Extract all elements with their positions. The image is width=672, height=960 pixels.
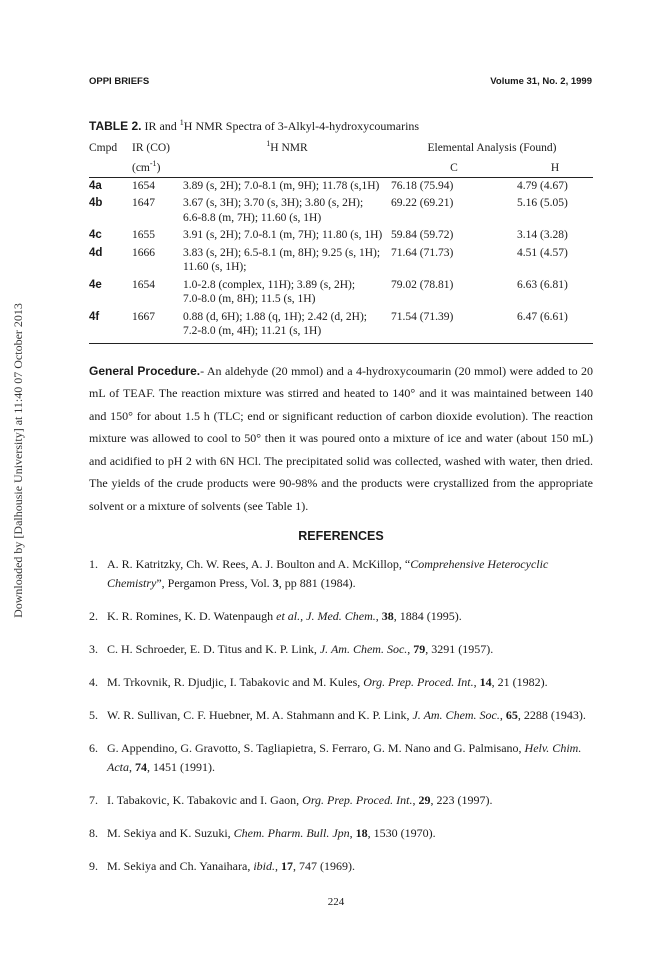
ref-journal: Org. Prep. Proced. Int. <box>363 675 474 690</box>
nmr-line: 6.6-8.8 (m, 7H); 11.60 (s, 1H) <box>183 211 322 224</box>
reference-number: 8. <box>89 826 98 841</box>
reference-item <box>89 791 593 810</box>
nmr-label: H NMR <box>270 141 308 154</box>
page-content <box>89 118 593 890</box>
nmr-sup: 1 <box>266 139 271 148</box>
ref-journal: Comprehensive Heterocyclic Chemistry <box>107 557 549 591</box>
header-volume: Volume 31, No. 2, 1999 <box>490 76 592 87</box>
table-header-row-1 <box>89 136 593 156</box>
reference-number: 6. <box>89 741 98 756</box>
cell-ir: 1667 <box>132 307 183 344</box>
ref-journal: J. Am. Chem. Soc. <box>412 708 500 723</box>
ref-volume: 38 <box>381 609 394 624</box>
col-header-ir-unit <box>132 156 183 177</box>
table-row <box>89 225 593 243</box>
ref-pages: , 1530 (1970). <box>367 826 436 841</box>
cell-nmr <box>183 307 391 344</box>
table-row <box>89 243 593 275</box>
reference-item <box>89 824 593 843</box>
header-spacer <box>89 156 132 177</box>
col-header-elemental: Elemental Analysis (Found) <box>427 141 557 154</box>
table-row <box>89 177 593 193</box>
table-row <box>89 275 593 307</box>
ref-authors: K. R. Romines, K. D. Watenpaugh <box>107 609 277 624</box>
ref-volume: 29 <box>418 793 431 808</box>
cell-h: 3.14 (3.28) <box>517 229 568 242</box>
cell-nmr <box>183 275 391 307</box>
ref-volume: 14 <box>479 675 492 690</box>
ref-authors: M. Sekiya and K. Suzuki, <box>107 826 234 841</box>
cell-ir: 1655 <box>132 229 155 242</box>
reference-item <box>89 607 593 626</box>
watermark-text: Downloaded by [Dalhousie University] at 11:40 07 October 2013 <box>10 302 25 618</box>
ref-pages: , 747 (1969). <box>293 859 355 874</box>
col-header-h: H <box>517 156 593 177</box>
cell-ir: 1654 <box>132 179 155 192</box>
cell-nmr <box>183 243 391 275</box>
ref-authors: M. Trkovnik, R. Djudjic, I. Tabakovic and M. Kules, <box>107 675 364 690</box>
header-spacer <box>183 156 391 177</box>
ref-pages: , 1884 (1995). <box>393 609 462 624</box>
nmr-line: 1.0-2.8 (complex, 11H); 3.89 (s, 2H); <box>183 278 356 291</box>
reference-item <box>89 555 593 593</box>
cell-c: 79.02 (78.81) <box>391 278 454 291</box>
ref-volume: 74 <box>135 760 147 775</box>
cell-cmpd: 4a <box>89 179 102 192</box>
reference-number: 2. <box>89 609 98 624</box>
reference-item <box>89 706 593 725</box>
reference-number: 7. <box>89 793 98 808</box>
ref-mid: , <box>499 708 506 723</box>
ref-mid: , <box>407 642 414 657</box>
references-heading: REFERENCES <box>298 529 384 544</box>
cell-c: 69.22 (69.21) <box>391 197 454 210</box>
cell-h: 5.16 (5.05) <box>517 197 568 210</box>
ref-mid: , <box>275 859 281 874</box>
procedure-text: - An aldehyde (20 mmol) and a 4-hydroxycoumarin (20 mmol) were added to 20 mL of TEAF. The reaction mixture was stirred and heated to 140° and it was maintained between 140 and 150° for about 1.5 h (TLC; end or significant reduction of carbon dioxide evolution). The reaction mixture was allowed to cool to 50° then it was poured onto a mixture of ice and water (about 150 mL) and acidified to pH 2 with 6N HCl. The precipitated solid was collected, washed with water, then dried. The yields of the crude products were 90-98% and the products were crystallized from the appropriate solvent or a mixture of solvents (see Table 1). <box>89 363 593 513</box>
page-number: 224 <box>327 896 345 908</box>
reference-text <box>107 739 593 777</box>
reference-text <box>107 673 593 692</box>
ref-mid: , <box>349 826 356 841</box>
ref-authors: I. Tabakovic, K. Tabakovic and I. Gaon, <box>107 793 303 808</box>
ref-volume: 3 <box>272 576 279 591</box>
table-caption <box>89 118 593 134</box>
reference-item <box>89 640 593 659</box>
ref-mid: ”, Pergamon Press, Vol. <box>156 576 273 591</box>
ref-journal: et al., J. Med. Chem. <box>276 609 376 624</box>
ref-pages: , 3291 (1957). <box>425 642 494 657</box>
ref-authors: G. Appendino, G. Gravotto, S. Tagliapietra, S. Ferraro, G. M. Nano and G. Palmisano, <box>107 741 525 756</box>
reference-number: 1. <box>89 557 98 572</box>
reference-item <box>89 739 593 777</box>
reference-item <box>89 857 593 876</box>
reference-item <box>89 673 593 692</box>
reference-number: 9. <box>89 859 98 874</box>
ref-pages: , 223 (1997). <box>430 793 493 808</box>
general-procedure <box>89 360 593 518</box>
cell-c: 76.18 (75.94) <box>391 179 454 192</box>
cell-cmpd: 4f <box>89 307 132 344</box>
ref-mid: , <box>375 609 382 624</box>
procedure-label: General Procedure. <box>89 363 201 378</box>
col-header-ir: IR (CO) <box>132 141 171 154</box>
ref-pages: , 21 (1982). <box>491 675 548 690</box>
table-caption-label: TABLE 2. <box>89 119 142 133</box>
ref-pages: , 1451 (1991). <box>147 760 215 775</box>
nmr-line: 3.67 (s, 3H); 3.70 (s, 3H); 3.80 (s, 2H); <box>183 197 364 210</box>
col-header-c: C <box>391 156 517 177</box>
ref-journal: Org. Prep. Proced. Int. <box>302 793 413 808</box>
cell-nmr <box>183 225 391 243</box>
ref-volume: 17 <box>281 859 293 874</box>
ref-volume: 18 <box>355 826 368 841</box>
cell-cmpd: 4b <box>89 197 103 210</box>
cell-ir: 1666 <box>132 246 155 259</box>
table-body <box>89 177 593 343</box>
cell-c: 71.64 (71.73) <box>391 246 454 259</box>
cell-h: 6.47 (6.61) <box>517 307 593 344</box>
references-list <box>89 555 593 876</box>
cell-cmpd: 4d <box>89 246 103 259</box>
cell-nmr <box>183 193 391 225</box>
nmr-line: 3.89 (s, 2H); 7.0-8.1 (m, 9H); 11.78 (s,1H) <box>183 179 380 192</box>
nmr-line: 7.2-8.0 (m, 4H); 11.21 (s, 1H) <box>183 325 322 338</box>
reference-text <box>107 607 593 626</box>
table-caption-post: H NMR Spectra of 3-Alkyl-4-hydroxycoumarins <box>183 119 420 133</box>
download-watermark <box>8 250 28 670</box>
cell-nmr <box>183 177 391 193</box>
table-row <box>89 307 593 344</box>
cell-h: 6.63 (6.81) <box>517 278 568 291</box>
running-header <box>89 76 592 87</box>
col-header-nmr <box>183 136 391 156</box>
table-caption-sup: 1 <box>179 118 184 127</box>
ref-journal: Chem. Pharm. Bull. Jpn <box>233 826 350 841</box>
cell-ir: 1654 <box>132 278 155 291</box>
ref-pages: , pp 881 (1984). <box>278 576 356 591</box>
cell-ir: 1647 <box>132 197 155 210</box>
ref-authors: C. H. Schroeder, E. D. Titus and K. P. Link, <box>107 642 320 657</box>
reference-text <box>107 824 593 843</box>
ref-mid: , <box>473 675 480 690</box>
ref-authors: A. R. Katritzky, Ch. W. Rees, A. J. Boulton and A. McKillop, “ <box>107 557 411 572</box>
ref-journal: J. Am. Chem. Soc. <box>319 642 408 657</box>
table-header-row-2 <box>89 156 593 177</box>
ref-journal: ibid. <box>253 859 275 874</box>
cell-cmpd: 4c <box>89 229 102 242</box>
ir-unit-open: (cm <box>132 161 150 174</box>
col-header-cmpd: Cmpd <box>89 141 118 154</box>
reference-text <box>107 857 593 876</box>
reference-text <box>107 791 593 810</box>
nmr-line: 7.0-8.0 (m, 8H); 11.5 (s, 1H) <box>183 293 316 306</box>
header-journal: OPPI BRIEFS <box>89 76 150 87</box>
ir-unit-sup: -1 <box>149 158 157 168</box>
reference-text <box>107 555 593 593</box>
cell-h: 4.79 (4.67) <box>517 179 568 192</box>
cell-cmpd: 4e <box>89 278 102 291</box>
ref-journal: Helv. Chim. Acta <box>107 741 582 775</box>
ref-volume: 79 <box>413 642 426 657</box>
table-caption-pre: IR and <box>141 119 180 133</box>
nmr-line: 11.60 (s, 1H); <box>183 261 247 274</box>
ref-pages: , 2288 (1943). <box>517 708 586 723</box>
ref-authors: M. Sekiya and Ch. Yanaihara, <box>107 859 254 874</box>
ir-unit-close: ) <box>156 161 161 174</box>
ref-volume: 65 <box>505 708 518 723</box>
nmr-line: 3.83 (s, 2H); 6.5-8.1 (m, 8H); 9.25 (s, 1H); <box>183 246 381 259</box>
nmr-line: 3.91 (s, 2H); 7.0-8.1 (m, 7H); 11.80 (s, 1H) <box>183 229 383 242</box>
reference-number: 5. <box>89 708 98 723</box>
table-row <box>89 193 593 225</box>
reference-number: 3. <box>89 642 98 657</box>
ref-authors: W. R. Sullivan, C. F. Huebner, M. A. Stahmann and K. P. Link, <box>107 708 413 723</box>
spectra-table <box>89 136 593 344</box>
reference-number: 4. <box>89 675 98 690</box>
reference-text <box>107 706 593 725</box>
reference-text <box>107 640 593 659</box>
cell-h: 4.51 (4.57) <box>517 246 568 259</box>
cell-c: 59.84 (59.72) <box>391 229 454 242</box>
ref-mid: , <box>129 760 135 775</box>
ref-mid: , <box>412 793 419 808</box>
cell-c: 71.54 (71.39) <box>391 307 517 344</box>
nmr-line: 0.88 (d, 6H); 1.88 (q, 1H); 2.42 (d, 2H); <box>183 310 367 323</box>
